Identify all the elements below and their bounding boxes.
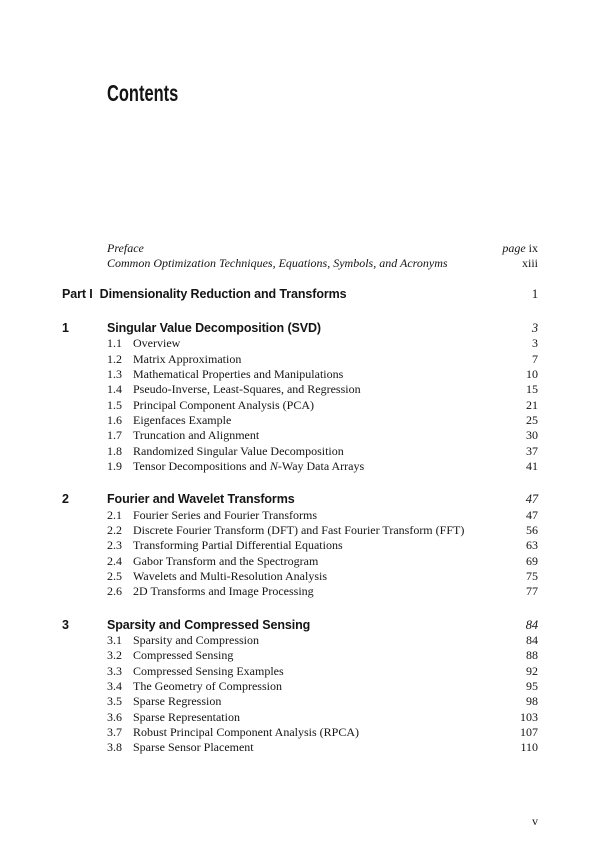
- section-number: 1.8: [107, 443, 122, 458]
- page-number: 47: [526, 507, 538, 522]
- section-number: 3.8: [107, 740, 122, 755]
- page-number: xiii: [521, 256, 538, 271]
- toc-section-row: [62, 428, 538, 443]
- chapter-title: Fourier and Wavelet Transforms: [107, 492, 295, 507]
- chapter-title: Singular Value Decomposition (SVD): [107, 320, 321, 335]
- section-title: Randomized Singular Value Decomposition: [133, 443, 344, 458]
- section-title: Fourier Series and Fourier Transforms: [133, 507, 317, 522]
- toc-section-row: [62, 538, 538, 553]
- section-number: 2.5: [107, 568, 122, 583]
- section-title: Robust Principal Component Analysis (RPCA): [133, 724, 360, 739]
- page-number: ix: [528, 241, 538, 255]
- page-number: 41: [526, 458, 538, 473]
- section-title-variable: N: [269, 458, 278, 473]
- section-title: Compressed Sensing Examples: [133, 663, 284, 678]
- toc-section-row: [62, 398, 538, 413]
- toc-section-row: [62, 584, 538, 599]
- section-title: Pseudo-Inverse, Least-Squares, and Regression: [133, 382, 361, 397]
- part-label: Part I: [62, 286, 93, 301]
- section-title: Compressed Sensing: [133, 648, 234, 663]
- section-number: 1.9: [107, 458, 122, 473]
- toc-section-row: [62, 740, 538, 755]
- toc-section-row: [62, 352, 538, 367]
- page-number: 110: [520, 740, 538, 755]
- section-title: Eigenfaces Example: [133, 412, 232, 427]
- section-number: 1.6: [107, 412, 122, 427]
- page-word: page: [502, 241, 526, 255]
- page-number: 98: [526, 694, 538, 709]
- page-number: 95: [526, 678, 538, 693]
- part-title: Dimensionality Reduction and Transforms: [99, 286, 347, 301]
- section-number: 3.6: [107, 709, 122, 724]
- page-number: 69: [526, 553, 538, 568]
- toc-front-row-acronyms: [62, 256, 538, 271]
- toc-section-row: [62, 508, 538, 523]
- folio-page-number: v: [532, 814, 538, 828]
- section-title: Sparse Representation: [133, 709, 240, 724]
- chapter-title: Sparsity and Compressed Sensing: [107, 617, 311, 632]
- section-number: 1.2: [107, 351, 122, 366]
- chapter-number: 2: [62, 492, 69, 507]
- section-title: Discrete Fourier Transform (DFT) and Fast Fourier Transform (FFT): [133, 522, 465, 537]
- toc-section-row: [62, 679, 538, 694]
- section-number: 2.3: [107, 538, 122, 553]
- toc-section-row: [62, 336, 538, 351]
- page-number: 3: [532, 336, 538, 351]
- section-title: Mathematical Properties and Manipulations: [133, 366, 344, 381]
- section-title: 2D Transforms and Image Processing: [133, 584, 314, 599]
- section-title: Gabor Transform and the Spectrogram: [133, 553, 319, 568]
- front-page: [502, 241, 538, 256]
- section-title: Truncation and Alignment: [133, 428, 260, 443]
- section-title: Transforming Partial Differential Equations: [133, 538, 343, 553]
- toc-section-row: [62, 554, 538, 569]
- page-number: 25: [526, 412, 538, 427]
- section-number: 3.7: [107, 724, 122, 739]
- section-title: Sparsity and Compression: [133, 632, 259, 647]
- section-title: [133, 459, 526, 474]
- section-title: Overview: [133, 336, 181, 351]
- toc-section-row: [62, 710, 538, 725]
- toc-section-row: [62, 367, 538, 382]
- toc-section-row: [62, 694, 538, 709]
- toc-section-row: [62, 569, 538, 584]
- page-number: 84: [525, 617, 538, 632]
- chapter-number: 1: [62, 320, 69, 335]
- toc-section-row: [62, 648, 538, 663]
- section-number: 1.3: [107, 366, 122, 381]
- page-number: 47: [525, 492, 538, 507]
- section-title: Sparse Regression: [133, 694, 222, 709]
- page-number: 37: [526, 443, 538, 458]
- page-number: 84: [526, 632, 538, 647]
- front-title: Common Optimization Techniques, Equations, Symbols, and Acronyms: [107, 256, 448, 271]
- toc-part-row: [62, 287, 538, 302]
- section-title: The Geometry of Compression: [133, 678, 282, 693]
- page-number: 75: [526, 568, 538, 583]
- page-number: 1: [531, 286, 538, 301]
- section-title-post: -Way Data Arrays: [277, 458, 365, 473]
- toc-section-row: [62, 413, 538, 428]
- toc-section-row: [62, 382, 538, 397]
- toc-section-row: [62, 633, 538, 648]
- page-number: 107: [520, 724, 538, 739]
- section-number: 2.6: [107, 584, 122, 599]
- front-title: Preface: [107, 241, 144, 255]
- page-number: 56: [526, 522, 538, 537]
- page-number: 92: [526, 663, 538, 678]
- section-number: 3.2: [107, 648, 122, 663]
- section-number: 2.1: [107, 507, 122, 522]
- section-number: 1.5: [107, 397, 122, 412]
- page-number: 63: [526, 538, 538, 553]
- section-number: 3.5: [107, 694, 122, 709]
- section-number: 3.1: [107, 632, 122, 647]
- section-number: 3.4: [107, 678, 122, 693]
- chapter-number: 3: [62, 617, 69, 632]
- page-number: 88: [526, 648, 538, 663]
- section-title: Sparse Sensor Placement: [133, 740, 254, 755]
- toc-section-row: [62, 459, 538, 474]
- page-number: 77: [526, 584, 538, 599]
- section-title: Principal Component Analysis (PCA): [133, 397, 314, 412]
- page-number: 7: [532, 351, 538, 366]
- page-number: 21: [526, 397, 538, 412]
- section-number: 2.4: [107, 553, 122, 568]
- section-title: Matrix Approximation: [133, 351, 242, 366]
- toc-chapter-row-1: [62, 321, 538, 336]
- page-number: 30: [526, 428, 538, 443]
- section-title-pre: Tensor Decompositions and: [133, 458, 270, 473]
- section-number: 2.2: [107, 522, 122, 537]
- table-of-contents: [62, 241, 538, 756]
- page-number: 3: [531, 320, 538, 335]
- toc-chapter-row-3: [62, 618, 538, 633]
- toc-section-row: [62, 725, 538, 740]
- toc-chapter-row-2: [62, 492, 538, 507]
- section-number: 1.7: [107, 428, 122, 443]
- page-number: 103: [520, 709, 538, 724]
- toc-section-row: [62, 444, 538, 459]
- section-number: 3.3: [107, 663, 122, 678]
- page-title: Contents: [107, 80, 179, 106]
- toc-section-row: [62, 664, 538, 679]
- toc-section-row: [62, 523, 538, 538]
- page-number: 10: [526, 366, 538, 381]
- section-title: Wavelets and Multi-Resolution Analysis: [133, 568, 328, 583]
- section-number: 1.4: [107, 382, 122, 397]
- toc-front-row-preface: [62, 241, 538, 256]
- section-number: 1.1: [107, 336, 122, 351]
- page-number: 15: [526, 382, 538, 397]
